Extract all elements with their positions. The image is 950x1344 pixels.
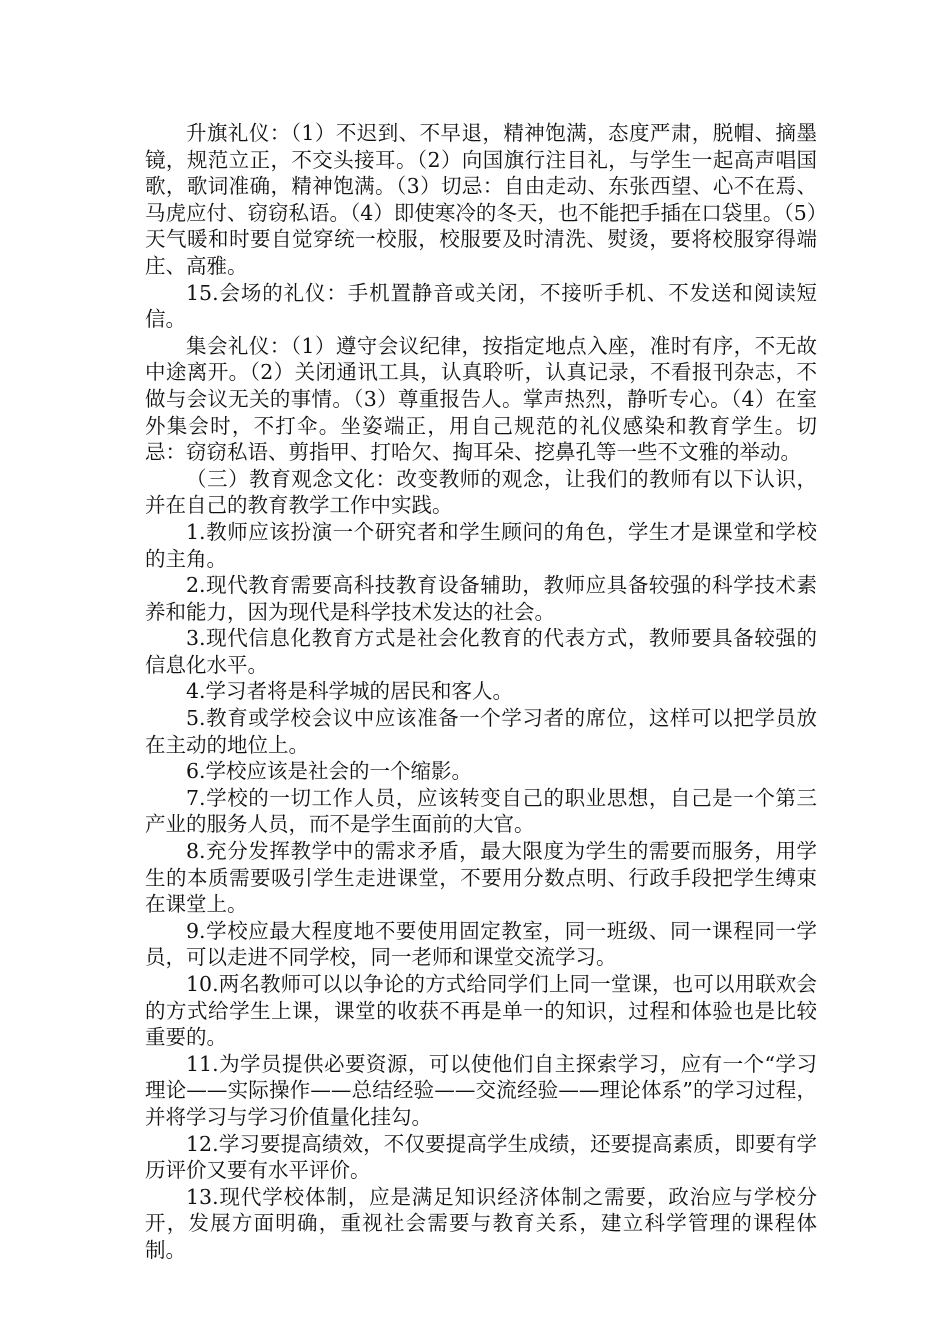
paragraph-item-11: 11.为学员提供必要资源，可以使他们自主探索学习，应有一个“学习理论——实际操作——总结经验——交流经验——理论体系”的学习过程，并将学习与学习价值量化挂勾。: [145, 1051, 817, 1129]
paragraph-item-10: 10.两名教师可以以争论的方式给同学们上同一堂课，也可以用联欢会的方式给学生上课，课堂的收获不再是单一的知识，过程和体验也是比较重要的。: [145, 972, 817, 1050]
paragraph-item-2: 2.现代教育需要高科技教育设备辅助，教师应具备较强的科学技术素养和能力，因为现代是科学技术发达的社会。: [145, 573, 817, 624]
paragraph-item-8: 8.充分发挥教学中的需求矛盾，最大限度为学生的需要而服务，用学生的本质需要吸引学生走进课堂，不要用分数点明、行政手段把学生缚束在课堂上。: [145, 839, 817, 917]
paragraph-assembly-etiquette: 集会礼仪：（1）遵守会议纪律，按指定地点入座，准时有序，不无故中途离开。（2）关闭通讯工具，认真聆听，认真记录，不看报刊杂志，不做与会议无关的事情。（3）尊重报告人。掌声热烈，静听专心。（4）在室外集会时，不打伞。坐姿端正，用自己规范的礼仪感染和教育学生。切忌：窃窃私语、剪指甲、打哈欠、掏耳朵、挖鼻孔等一些不文雅的举动。: [145, 333, 817, 465]
paragraph-item-9: 9.学校应最大程度地不要使用固定教室，同一班级、同一课程同一学员，可以走进不同学校，同一老师和课堂交流学习。: [145, 918, 817, 970]
paragraph-item-3: 3.现代信息化教育方式是社会化教育的代表方式，教师要具备较强的信息化水平。: [145, 626, 817, 677]
paragraph-item-4: 4.学习者将是科学城的居民和客人。: [186, 679, 514, 704]
document-body: [145, 120, 817, 1264]
paragraph-item-13: 13.现代学校体制，应是满足知识经济体制之需要，政治应与学校分开，发展方面明确，重视社会需要与教育关系，建立科学管理的课程体制。: [145, 1184, 817, 1262]
paragraph-item-12: 12.学习要提高绩效，不仅要提高学生成绩，还要提高素质，即要有学历评价又要有水平评价。: [145, 1131, 817, 1183]
paragraph-item-1: 1.教师应该扮演一个研究者和学生顾问的角色，学生才是课堂和学校的主角。: [145, 519, 817, 571]
paragraph-education-concept-heading: （三）教育观念文化：改变教师的观念，让我们的教师有以下认识，并在自己的教育教学工作中实践。: [145, 466, 817, 518]
paragraph-item-7: 7.学校的一切工作人员，应该转变自己的职业思想，自己是一个第三产业的服务人员，而不是学生面前的大官。: [145, 785, 817, 837]
paragraph-meeting-etiquette: 15.会场的礼仪：手机置静音或关闭，不接听手机、不发送和阅读短信。: [145, 280, 817, 332]
paragraph-item-5: 5.教育或学校会议中应该准备一个学习者的席位，这样可以把学员放在主动的地位上。: [145, 706, 817, 757]
paragraph-item-6: 6.学校应该是社会的一个缩影。: [186, 759, 473, 784]
paragraph-flag-ceremony: 升旗礼仪：（1）不迟到、不早退，精神饱满，态度严肃，脱帽、摘墨镜，规范立正，不交头接耳。（2）向国旗行注目礼，与学生一起高声唱国歌，歌词准确，精神饱满。（3）切忌：自由走动、东张西望、心不在焉、马虎应付、窃窃私语。（4）即使寒冷的冬天，也不能把手插在口袋里。（5）天气暖和时要自觉穿统一校服，校服要及时清洗、熨烫，要将校服穿得端庄、高雅。: [145, 121, 817, 278]
